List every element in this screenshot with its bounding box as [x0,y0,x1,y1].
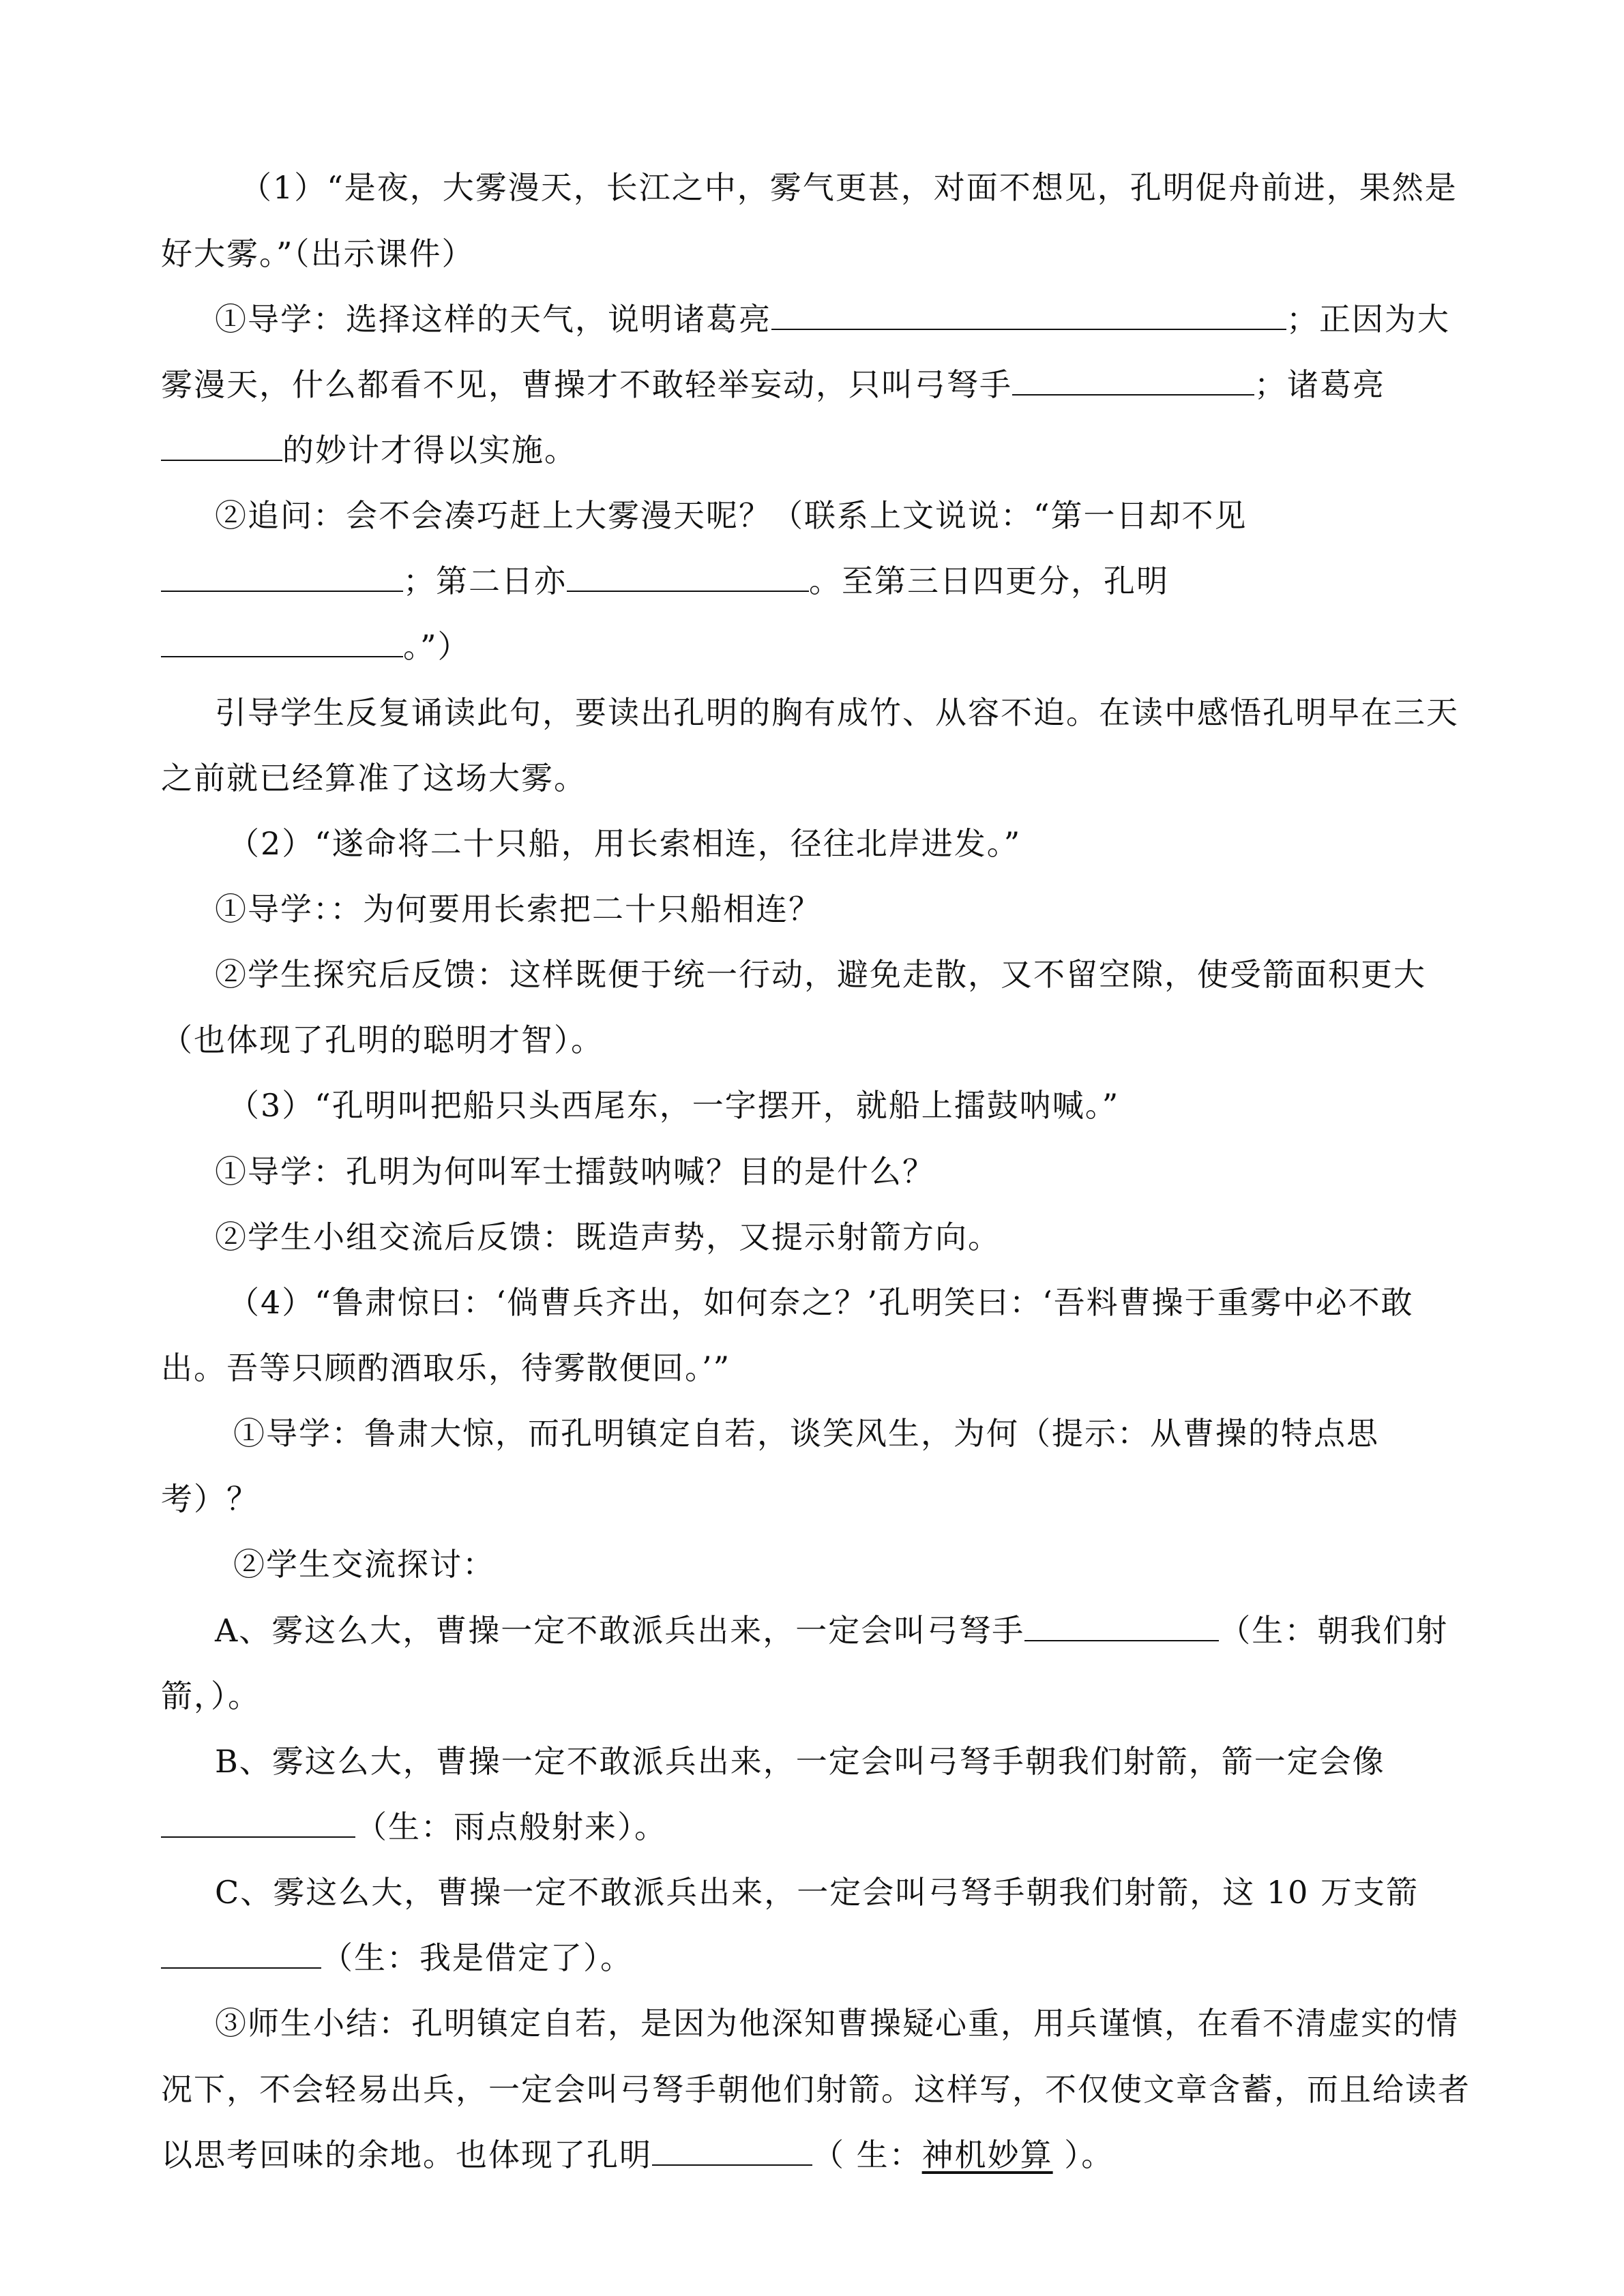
s4-summary-line-3 [161,2134,1114,2175]
s1-ask-line-1: ②追问：会不会凑巧赶上大雾漫天呢？（联系上文说说：“第一日却不见 [215,497,1247,534]
s1-guide-text-e: 的妙计才得以实施。 [282,432,577,468]
answer-blank [161,1937,321,1969]
s1-guide-line-2 [161,364,1385,405]
s3-guide: ①导学：孔明为何叫军士擂鼓呐喊？目的是什么？ [215,1153,935,1190]
s4-c-line-1: C、雾这么大，曹操一定不敢派兵出来，一定会叫弓弩手朝我们射箭，这 10 万支箭 [215,1874,1419,1911]
s4-quote-line-2: 出。吾等只顾酌酒取乐，待雾散便回。’” [161,1350,731,1386]
s2-guide: ①导学：：为何要用长索把二十只船相连？ [215,891,821,927]
s1-guide-text-d: ；诸葛亮 [1254,366,1385,403]
answer-blank [567,561,809,592]
s2-feedback-line-2: （也体现了孔明的聪明才智）。 [161,1022,604,1058]
s4-b-line-1: B、雾这么大，曹操一定不敢派兵出来，一定会叫弓弩手朝我们射箭，箭一定会像 [215,1743,1385,1780]
s1-lead-line-1: 引导学生反复诵读此句，要读出孔明的胸有成竹、从容不迫。在读中感悟孔明早在三天 [215,694,1459,731]
s1-ask-line-3 [161,626,471,667]
s4-guide-line-1: ①导学：鲁肃大惊，而孔明镇定自若，谈笑风生，为何（提示：从曹操的特点思 [233,1415,1379,1452]
s4-guide-line-2: 考）？ [161,1480,259,1517]
s4-quote-line-1: （4）“鲁肃惊曰：‘倘曹兵齐出，如何奈之？’孔明笑曰：‘吾料曹操于重雾中必不敢 [228,1284,1414,1321]
answer-blank [1024,1610,1219,1641]
s2-feedback-line-1: ②学生探究后反馈：这样既便于统一行动，避免走散，又不留空隙，使受箭面积更大 [215,956,1426,993]
s4-summary-line-1: ③师生小结：孔明镇定自若，是因为他深知曹操疑心重，用兵谨慎，在看不清虚实的情 [215,2005,1459,2042]
s3-feedback: ②学生小组交流后反馈：既造声势，又提示射箭方向。 [215,1219,1001,1255]
s4-a-text-1: A、雾这么大，曹操一定不敢派兵出来，一定会叫弓弩手 [215,1612,1025,1649]
s4-summary-text-d: ）。 [1052,2136,1114,2173]
s1-quote-line-1: （1）“是夜，大雾漫天，长江之中，雾气更甚，对面不想见，孔明促舟前进，果然是 [240,169,1458,206]
s1-guide-line-1 [215,299,1450,340]
s4-b-text-2: （生：雨点般射来）。 [355,1808,667,1845]
s4-b-line-2 [161,1806,667,1847]
s4-summary-text-a: 以思考回味的余地。也体现了孔明 [161,2136,652,2173]
answer-blank [161,561,403,592]
s1-guide-text-c: 雾漫天，什么都看不见，曹操才不敢轻举妄动，只叫弓弩手 [161,366,1012,403]
s1-quote-line-2: 好大雾。”（出示课件） [161,235,475,272]
s4-c-line-2 [161,1937,633,1978]
answer-blank [161,626,403,657]
s4-a-line-1 [215,1610,1448,1651]
answer-blank [161,430,282,461]
s3-quote: （3）“孔明叫把船只头西尾东，一字摆开，就船上擂鼓呐喊。” [228,1087,1120,1124]
s4-a-line-2: 箭，）。 [161,1678,261,1714]
answer-blank [771,299,1286,330]
s1-guide-line-3 [161,430,577,471]
answer-blank [1012,364,1254,396]
s4-c-text-2: （生：我是借定了）。 [321,1939,633,1976]
s4-summary-line-2: 况下，不会轻易出兵，一定会叫弓弩手朝他们射箭。这样写，不仅使文章含蓄，而且给读者 [161,2071,1471,2108]
s4-a-text-2: （生：朝我们射 [1219,1612,1449,1649]
s1-ask-text-c: 。至第三日四更分，孔明 [809,563,1169,599]
s2-quote: （2）“遂命将二十只船，用长索相连，径往北岸进发。” [228,825,1022,862]
s4-discuss: ②学生交流探讨： [233,1546,495,1583]
s1-guide-text-a: ①导学：选择这样的天气，说明诸葛亮 [215,301,771,338]
answer-blank [161,1806,355,1838]
s1-ask-line-2 [161,561,1169,601]
s1-ask-text-b: ；第二日亦 [403,563,567,599]
s4-summary-text-b: （ 生： [812,2136,922,2173]
s1-guide-text-b: ；正因为大 [1286,301,1450,338]
s1-lead-line-2: 之前就已经算准了这场大雾。 [161,760,587,796]
s1-ask-text-d: 。”） [403,628,471,665]
answer-blank [652,2134,812,2166]
s4-summary-answer: 神机妙算 [921,2136,1053,2173]
